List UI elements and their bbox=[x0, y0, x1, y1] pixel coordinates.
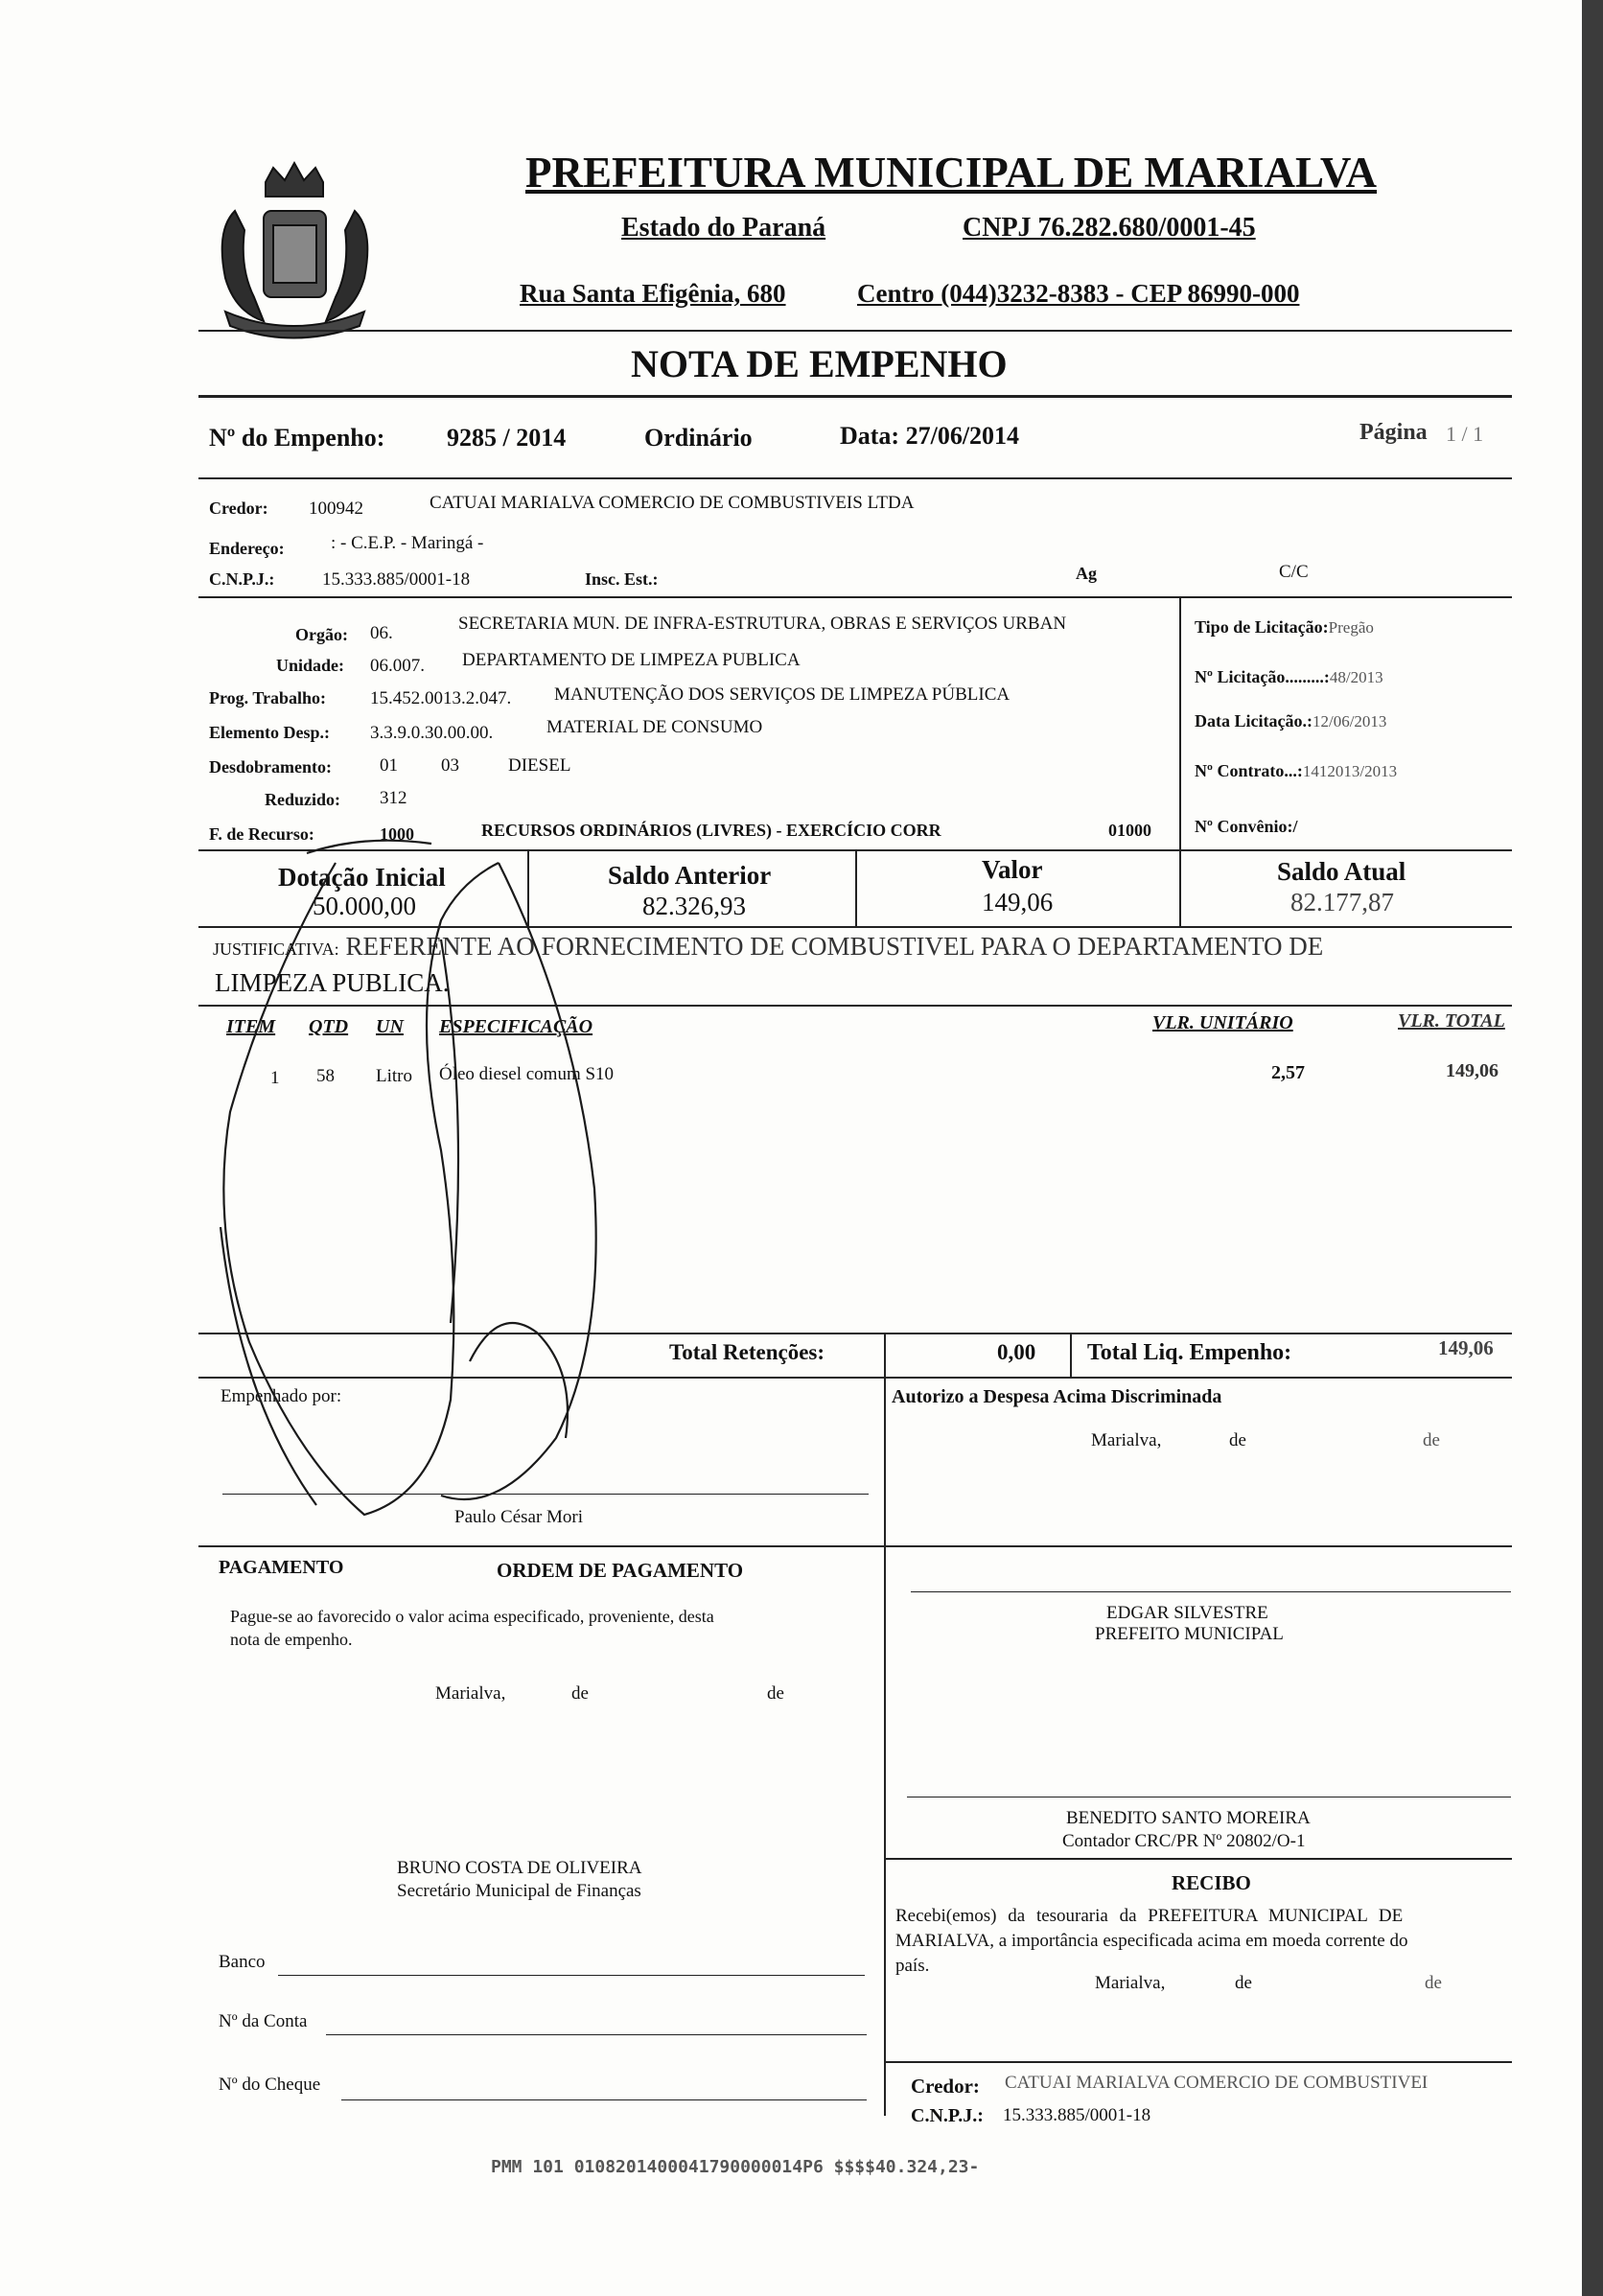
pagamento-de1: de bbox=[571, 1683, 589, 1704]
divider bbox=[198, 330, 1512, 332]
endereco-value: : - C.E.P. - Maringá - bbox=[331, 533, 484, 553]
divider bbox=[198, 395, 1512, 398]
retencoes-value: 0,00 bbox=[997, 1340, 1036, 1364]
recibo-de2: de bbox=[1425, 1973, 1442, 1993]
divider bbox=[1179, 596, 1181, 849]
orgao-label: Orgão: bbox=[295, 625, 348, 644]
page-label: Página bbox=[1359, 420, 1428, 445]
recurso-label: F. de Recurso: bbox=[209, 824, 314, 844]
credor-label: Credor: bbox=[209, 499, 268, 518]
row-item: 1 bbox=[270, 1068, 280, 1088]
recibo-label: RECIBO bbox=[1172, 1871, 1251, 1894]
pagamento-label: PAGAMENTO bbox=[219, 1557, 344, 1578]
prog-trabalho-code: 15.452.0013.2.047. bbox=[370, 688, 512, 708]
cnpj-label: C.N.P.J.: bbox=[209, 569, 275, 589]
handwritten-signature bbox=[211, 824, 623, 1534]
insc-est-label: Insc. Est.: bbox=[585, 569, 659, 589]
prog-trabalho-name: MANUTENÇÃO DOS SERVIÇOS DE LIMPEZA PÚBLICA bbox=[554, 684, 1011, 705]
endereco-label: Endereço: bbox=[209, 539, 285, 558]
unidade-name: DEPARTAMENTO DE LIMPEZA PUBLICA bbox=[462, 650, 801, 670]
coat-of-arms-icon bbox=[197, 153, 393, 345]
contador-title: Contador CRC/PR Nº 20802/O-1 bbox=[1062, 1831, 1306, 1851]
empenho-date: Data: 27/06/2014 bbox=[840, 422, 1020, 450]
recibo-de1: de bbox=[1235, 1973, 1252, 1993]
divider bbox=[1070, 1333, 1072, 1377]
divider bbox=[198, 1545, 1512, 1547]
justificativa-line1: REFERENTE AO FORNECIMENTO DE COMBUSTIVEL PARA O DEPARTAMENTO DE bbox=[345, 932, 1324, 961]
divider bbox=[1179, 849, 1181, 926]
licitacao-num: 48/2013 bbox=[1329, 668, 1383, 686]
divider bbox=[884, 1333, 886, 1377]
recibo-credor: CATUAI MARIALVA COMERCIO DE COMBUSTIVEI bbox=[1005, 2073, 1429, 2093]
desdobramento-b: 03 bbox=[441, 755, 459, 776]
row-spec: Óleo diesel comum S10 bbox=[439, 1064, 615, 1084]
valor-label: Valor bbox=[982, 855, 1043, 884]
valor-value: 149,06 bbox=[982, 888, 1054, 916]
recibo-text1: Recebi(emos) da tesouraria da PREFEITURA MUNICIPAL DE bbox=[895, 1906, 1404, 1926]
dotacao-label: Dotação Inicial bbox=[278, 863, 446, 892]
licitacao-num-label: Nº Licitação.........:48/2013 bbox=[1195, 667, 1383, 686]
saldo-anterior-value: 82.326,93 bbox=[642, 892, 746, 920]
saldo-atual-value: 82.177,87 bbox=[1290, 888, 1394, 916]
col-item: ITEM bbox=[226, 1016, 276, 1037]
unidade-code: 06.007. bbox=[370, 656, 425, 676]
conta-line bbox=[326, 2034, 867, 2035]
contrato-label: Nº Contrato...:1412013/2013 bbox=[1195, 761, 1398, 780]
divider bbox=[884, 2061, 1512, 2063]
recibo-text2: MARIALVA, a importância especificada acima em moeda corrente do bbox=[895, 1931, 1408, 1951]
prefeito-title: PREFEITO MUNICIPAL bbox=[1095, 1624, 1284, 1644]
saldo-anterior-label: Saldo Anterior bbox=[608, 861, 772, 890]
col-un: UN bbox=[376, 1016, 404, 1037]
saldo-atual-label: Saldo Atual bbox=[1277, 857, 1406, 886]
convenio-label: Nº Convênio:/ bbox=[1195, 817, 1298, 836]
autorizo-label: Autorizo a Despesa Acima Discriminada bbox=[892, 1386, 1222, 1407]
empenhado-signer: Paulo César Mori bbox=[454, 1507, 584, 1527]
footer-code: PMM 101 0108201400041790000014P6 $$$$40.324,23- bbox=[491, 2157, 980, 2177]
justificativa-label: JUSTIFICATIVA: bbox=[213, 939, 339, 959]
cheque-label: Nº do Cheque bbox=[219, 2075, 321, 2095]
reduzido-value: 312 bbox=[380, 788, 407, 808]
address-label: Rua Santa Efigênia, 680 bbox=[520, 279, 786, 308]
col-vlr-total: VLR. TOTAL bbox=[1398, 1010, 1505, 1032]
col-especificacao: ESPECIFICAÇÃO bbox=[439, 1016, 593, 1037]
pagamento-city: Marialva, bbox=[435, 1683, 506, 1704]
credor-name: CATUAI MARIALVA COMERCIO DE COMBUSTIVEIS LTDA bbox=[430, 493, 915, 513]
recibo-cnpj-label: C.N.P.J.: bbox=[911, 2105, 984, 2126]
cheque-line bbox=[341, 2099, 867, 2100]
autorizo-city: Marialva, bbox=[1091, 1430, 1162, 1450]
recibo-city: Marialva, bbox=[1095, 1973, 1166, 1993]
col-qtd: QTD bbox=[309, 1016, 349, 1037]
orgao-code: 06. bbox=[370, 623, 393, 643]
liquido-value: 149,06 bbox=[1438, 1336, 1494, 1359]
pagamento-text2: nota de empenho. bbox=[230, 1630, 353, 1649]
pagamento-text1: Pague-se ao favorecido o valor acima especificado, proveniente, desta bbox=[230, 1607, 714, 1626]
divider bbox=[198, 596, 1512, 598]
empenho-kind: Ordinário bbox=[644, 424, 753, 452]
elemento-label: Elemento Desp.: bbox=[209, 723, 330, 742]
row-total: 149,06 bbox=[1446, 1060, 1498, 1081]
divider bbox=[884, 1545, 886, 2116]
empenhado-label: Empenhado por: bbox=[221, 1386, 342, 1406]
dotacao-value: 50.000,00 bbox=[313, 892, 416, 920]
liquido-label: Total Liq. Empenho: bbox=[1087, 1340, 1292, 1365]
divider bbox=[884, 1377, 886, 1545]
scanner-edge bbox=[1582, 0, 1603, 2296]
recurso-number: 01000 bbox=[1108, 821, 1151, 840]
col-vlr-unitario: VLR. UNITÁRIO bbox=[1152, 1012, 1293, 1033]
prefeito-name: EDGAR SILVESTRE bbox=[1106, 1603, 1268, 1623]
retencoes-label: Total Retenções: bbox=[669, 1340, 825, 1364]
licitacao-data: 12/06/2013 bbox=[1312, 712, 1387, 731]
reduzido-label: Reduzido: bbox=[265, 790, 341, 809]
divider bbox=[884, 1858, 1512, 1860]
unidade-label: Unidade: bbox=[276, 656, 345, 675]
doc-type-title: NOTA DE EMPENHO bbox=[631, 342, 1008, 385]
row-unit-price: 2,57 bbox=[1271, 1062, 1305, 1083]
ordem-pagamento-label: ORDEM DE PAGAMENTO bbox=[497, 1559, 744, 1582]
secretary-title: Secretário Municipal de Finanças bbox=[397, 1881, 641, 1901]
divider bbox=[855, 849, 857, 926]
recurso-code: 1000 bbox=[380, 824, 414, 844]
licitacao-tipo-label: Tipo de Licitação:Pregão bbox=[1195, 617, 1374, 637]
page-number: 1 / 1 bbox=[1446, 422, 1484, 446]
licitacao-data-label: Data Licitação.:12/06/2013 bbox=[1195, 711, 1387, 731]
recibo-text3: país. bbox=[895, 1956, 930, 1976]
state-label: Estado do Paraná bbox=[621, 213, 826, 243]
desdobramento-name: DIESEL bbox=[508, 755, 571, 776]
recurso-name: RECURSOS ORDINÁRIOS (LIVRES) - EXERCÍCIO CORR bbox=[481, 821, 941, 840]
elemento-code: 3.3.9.0.30.00.00. bbox=[370, 723, 494, 743]
banco-label: Banco bbox=[219, 1952, 266, 1972]
autorizo-de1: de bbox=[1229, 1430, 1246, 1450]
recibo-credor-label: Credor: bbox=[911, 2075, 980, 2098]
cnpj-value: 15.333.885/0001-18 bbox=[322, 569, 471, 590]
pagamento-de2: de bbox=[767, 1683, 784, 1704]
signature-line bbox=[911, 1591, 1511, 1592]
divider bbox=[198, 477, 1512, 479]
prog-trabalho-label: Prog. Trabalho: bbox=[209, 688, 327, 707]
contrato-value: 1412013/2013 bbox=[1302, 762, 1398, 780]
secretary-name: BRUNO COSTA DE OLIVEIRA bbox=[397, 1858, 642, 1878]
cnpj-header: CNPJ 76.282.680/0001-45 bbox=[963, 213, 1256, 243]
orgao-name: SECRETARIA MUN. DE INFRA-ESTRUTURA, OBRAS E SERVIÇOS URBAN bbox=[458, 614, 1067, 634]
elemento-name: MATERIAL DE CONSUMO bbox=[546, 717, 763, 737]
row-un: Litro bbox=[376, 1066, 412, 1086]
cc-label: C/C bbox=[1279, 562, 1309, 582]
district-phone-cep: Centro (044)3232-8383 - CEP 86990-000 bbox=[857, 279, 1300, 308]
licitacao-tipo: Pregão bbox=[1328, 618, 1374, 637]
row-qtd: 58 bbox=[316, 1066, 335, 1086]
justificativa-line2: LIMPEZA PUBLICA. bbox=[215, 968, 450, 997]
desdobramento-a: 01 bbox=[380, 755, 398, 776]
contador-name: BENEDITO SANTO MOREIRA bbox=[1066, 1808, 1311, 1828]
banco-line bbox=[278, 1975, 865, 1976]
empenho-number-label: Nº do Empenho: bbox=[209, 424, 385, 452]
desdobramento-label: Desdobramento: bbox=[209, 757, 332, 777]
page-title: PREFEITURA MUNICIPAL DE MARIALVA bbox=[525, 149, 1378, 197]
autorizo-de2: de bbox=[1423, 1430, 1440, 1450]
ag-label: Ag bbox=[1076, 564, 1097, 583]
conta-label: Nº da Conta bbox=[219, 2011, 308, 2031]
credor-code: 100942 bbox=[309, 499, 363, 519]
empenho-number: 9285 / 2014 bbox=[447, 424, 567, 452]
recibo-cnpj: 15.333.885/0001-18 bbox=[1003, 2105, 1151, 2125]
